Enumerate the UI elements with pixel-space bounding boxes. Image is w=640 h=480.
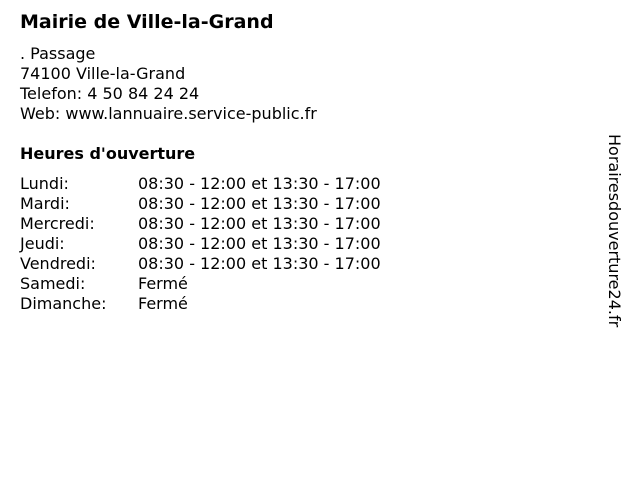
- address-phone: Telefon: 4 50 84 24 24: [20, 84, 200, 103]
- page-title: Mairie de Ville-la-Grand: [20, 11, 274, 33]
- day-hours: 08:30 - 12:00 et 13:30 - 17:00: [138, 214, 381, 233]
- day-hours: 08:30 - 12:00 et 13:30 - 17:00: [138, 234, 381, 253]
- day-hours: 08:30 - 12:00 et 13:30 - 17:00: [138, 194, 381, 213]
- day-label: Samedi:: [20, 274, 86, 293]
- day-hours: 08:30 - 12:00 et 13:30 - 17:00: [138, 174, 381, 193]
- address-street: . Passage: [20, 44, 96, 63]
- day-hours: Fermé: [138, 294, 188, 313]
- day-label: Mardi:: [20, 194, 70, 213]
- day-label: Mercredi:: [20, 214, 95, 233]
- day-hours: 08:30 - 12:00 et 13:30 - 17:00: [138, 254, 381, 273]
- day-label: Dimanche:: [20, 294, 107, 313]
- address-block: [20, 44, 317, 124]
- day-label: Jeudi:: [20, 234, 65, 253]
- day-label: Vendredi:: [20, 254, 96, 273]
- hours-heading: Heures d'ouverture: [20, 144, 196, 163]
- day-label: Lundi:: [20, 174, 69, 193]
- address-web: Web: www.lannuaire.service-public.fr: [20, 104, 317, 123]
- address-city: 74100 Ville-la-Grand: [20, 64, 186, 83]
- day-hours: Fermé: [138, 274, 188, 293]
- site-watermark: Horairesdouverture24.fr: [605, 134, 624, 328]
